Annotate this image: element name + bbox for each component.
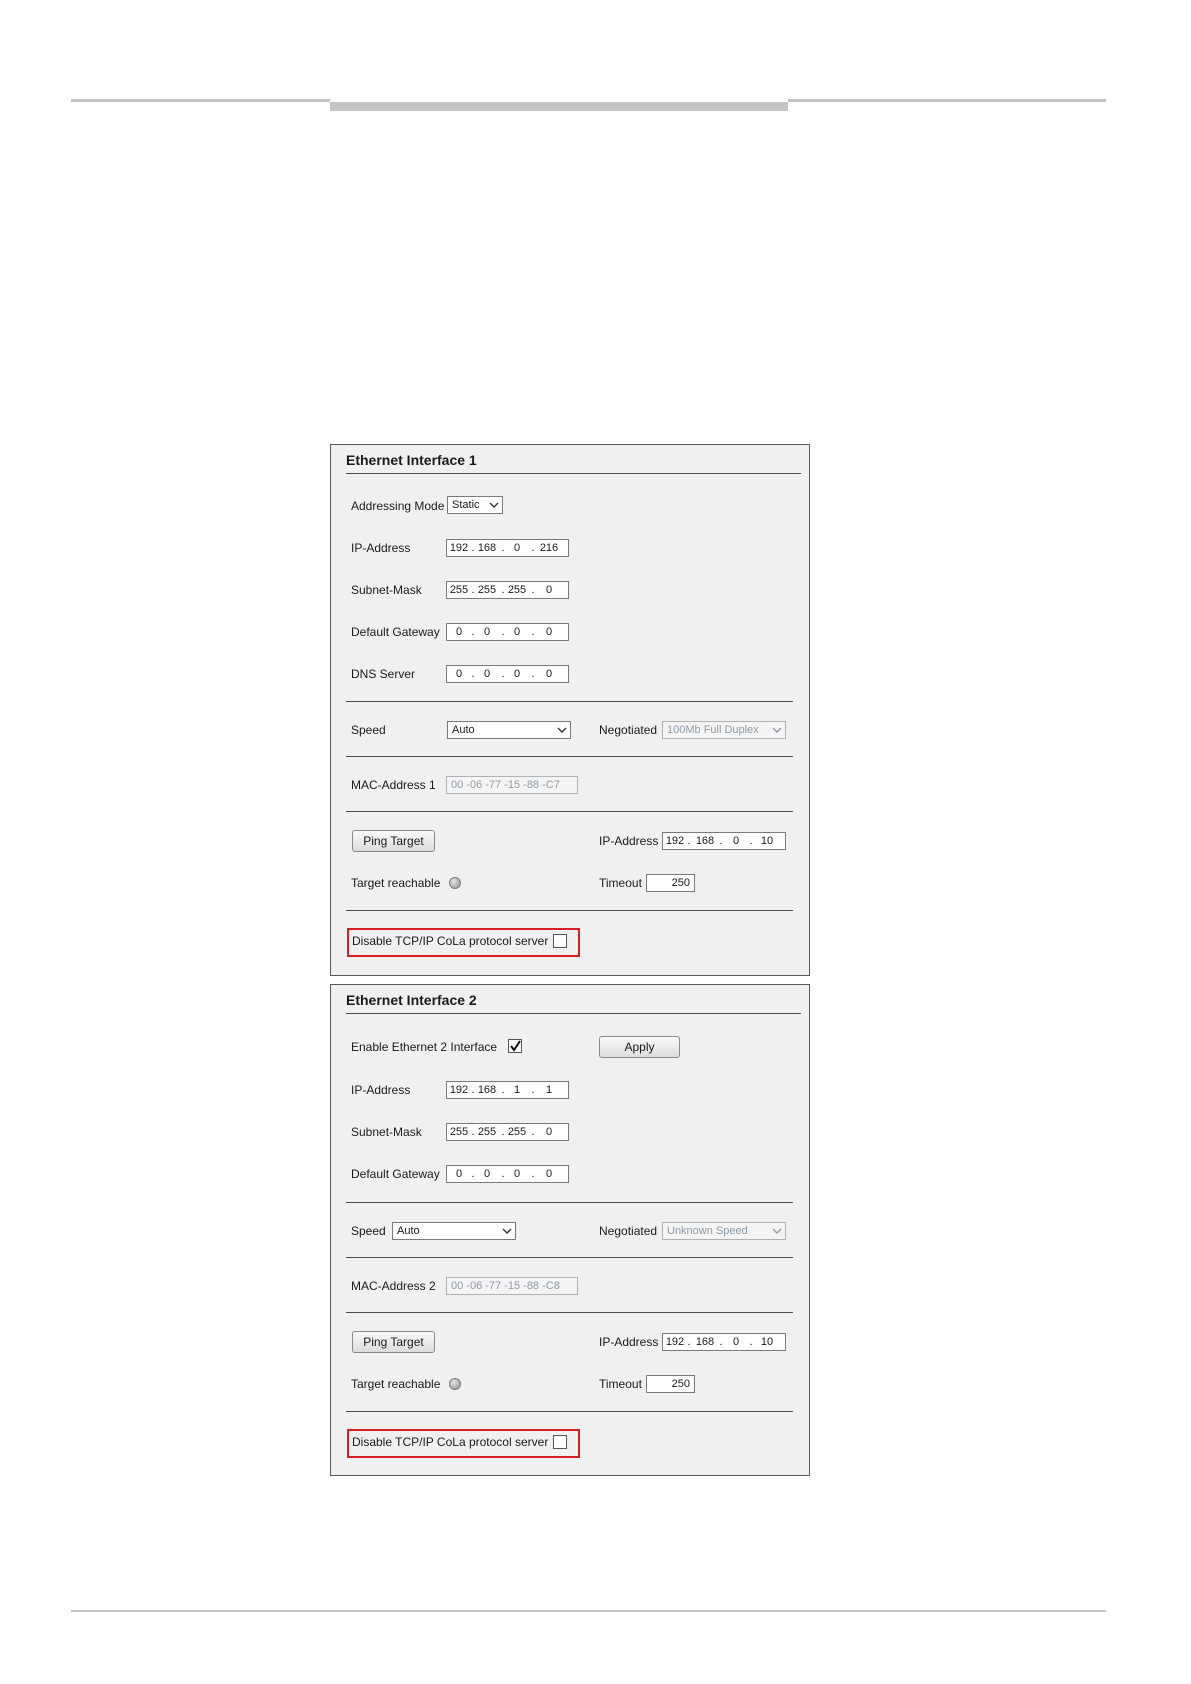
speed-value: Auto (452, 724, 475, 736)
checkmark-icon (509, 1040, 521, 1052)
ip-octet-4: 10 (760, 1336, 774, 1348)
speed-select[interactable] (447, 721, 571, 739)
ip-dot: . (501, 1168, 505, 1180)
ip-octet-4: 0 (545, 1126, 553, 1138)
status-led-icon (449, 1378, 461, 1390)
subnet-mask-label: Subnet-Mask (351, 1125, 422, 1139)
timeout-label: Timeout (599, 876, 642, 890)
disable-server-checkbox[interactable] (553, 934, 567, 948)
timeout-label: Timeout (599, 1377, 642, 1391)
ip-octet-1: 255 (449, 584, 469, 596)
ip-octet-2: 255 (477, 584, 497, 596)
timeout-value: 250 (671, 877, 690, 889)
ip-dot: . (531, 1084, 535, 1096)
panel-title: Ethernet Interface 2 (346, 992, 477, 1008)
ip-octet-2: 0 (483, 626, 491, 638)
header-rule-right (788, 99, 1106, 102)
ip-octet-1: 192 (449, 1084, 469, 1096)
ip-dot: . (749, 1336, 753, 1348)
chevron-down-icon (489, 497, 499, 513)
ip-octet-2: 168 (695, 1336, 715, 1348)
mac-address-field (446, 1277, 578, 1295)
title-divider (346, 1013, 801, 1014)
ip-octet-1: 0 (455, 1168, 463, 1180)
ping-ip-address-input[interactable] (662, 832, 786, 850)
ip-dot: . (471, 584, 475, 596)
ethernet-interface-2-panel (330, 984, 810, 1476)
ip-dot: . (501, 668, 505, 680)
section-divider (346, 1257, 793, 1258)
section-divider (346, 1202, 793, 1203)
ip-octet-2: 0 (483, 668, 491, 680)
negotiated-value: 100Mb Full Duplex (667, 724, 759, 736)
ip-address-label: IP-Address (351, 1083, 411, 1097)
ip-dot: . (719, 1336, 723, 1348)
target-reachable-label: Target reachable (351, 876, 441, 890)
apply-button[interactable]: Apply (599, 1036, 680, 1058)
ip-address-label: IP-Address (351, 541, 411, 555)
ip-octet-4: 1 (545, 1084, 553, 1096)
mac-address-value: 00 -06 -77 -15 -88 -C8 (451, 1280, 560, 1292)
ip-dot: . (687, 835, 691, 847)
ip-dot: . (471, 668, 475, 680)
ip-octet-4: 0 (545, 1168, 553, 1180)
ip-octet-1: 192 (665, 1336, 685, 1348)
timeout-input[interactable] (646, 1375, 695, 1393)
speed-value: Auto (397, 1225, 420, 1237)
ip-address-input[interactable] (446, 1081, 569, 1099)
mac-address-field (446, 776, 578, 794)
ip-octet-3: 0 (513, 626, 521, 638)
mac-address-label: MAC-Address 1 (351, 778, 436, 792)
timeout-value: 250 (671, 1378, 690, 1390)
negotiated-label: Negotiated (599, 1224, 658, 1238)
ip-octet-1: 0 (455, 668, 463, 680)
ip-dot: . (749, 835, 753, 847)
mac-address-label: MAC-Address 2 (351, 1279, 436, 1293)
ip-dot: . (471, 1126, 475, 1138)
ip-octet-3: 255 (507, 1126, 527, 1138)
default-gateway-input[interactable] (446, 623, 569, 641)
ip-dot: . (531, 1126, 535, 1138)
ip-dot: . (719, 835, 723, 847)
ip-octet-3: 1 (513, 1084, 521, 1096)
ethernet-interface-1-panel (330, 444, 810, 976)
ip-dot: . (501, 1084, 505, 1096)
ip-dot: . (501, 584, 505, 596)
ip-octet-3: 0 (513, 668, 521, 680)
speed-label: Speed (351, 723, 386, 737)
ip-octet-2: 168 (477, 542, 497, 554)
ip-dot: . (471, 542, 475, 554)
ip-dot: . (471, 626, 475, 638)
ip-octet-3: 0 (513, 1168, 521, 1180)
chevron-down-icon (772, 722, 782, 738)
chevron-down-icon (772, 1223, 782, 1239)
subnet-mask-input[interactable] (446, 1123, 569, 1141)
ip-octet-2: 0 (483, 1168, 491, 1180)
disable-server-label: Disable TCP/IP CoLa protocol server (352, 1435, 549, 1449)
ip-dot: . (531, 584, 535, 596)
ip-octet-4: 0 (545, 668, 553, 680)
ip-dot: . (531, 626, 535, 638)
ip-octet-1: 0 (455, 626, 463, 638)
negotiated-select (662, 721, 786, 739)
footer-rule (71, 1610, 1106, 1612)
subnet-mask-input[interactable] (446, 581, 569, 599)
ping-target-button[interactable]: Ping Target (352, 1331, 435, 1353)
addressing-mode-value: Static (452, 499, 480, 511)
ip-octet-2: 255 (477, 1126, 497, 1138)
section-divider (346, 811, 793, 812)
ip-address-input[interactable] (446, 539, 569, 557)
section-divider (346, 701, 793, 702)
timeout-input[interactable] (646, 874, 695, 892)
mac-address-value: 00 -06 -77 -15 -88 -C7 (451, 779, 560, 791)
section-divider (346, 1411, 793, 1412)
ping-ip-address-input[interactable] (662, 1333, 786, 1351)
ip-dot: . (471, 1084, 475, 1096)
ip-octet-2: 168 (695, 835, 715, 847)
enable-ethernet-2-label: Enable Ethernet 2 Interface (351, 1040, 498, 1054)
negotiated-select (662, 1222, 786, 1240)
addressing-mode-select[interactable] (447, 496, 503, 514)
ip-dot: . (531, 1168, 535, 1180)
ip-octet-1: 255 (449, 1126, 469, 1138)
ip-octet-2: 168 (477, 1084, 497, 1096)
ip-dot: . (471, 1168, 475, 1180)
header-rule-left (71, 99, 330, 102)
ip-octet-4: 216 (539, 542, 559, 554)
ip-octet-1: 192 (665, 835, 685, 847)
panel-title: Ethernet Interface 1 (346, 452, 477, 468)
speed-select[interactable] (392, 1222, 516, 1240)
ip-octet-3: 0 (732, 835, 740, 847)
chevron-down-icon (502, 1223, 512, 1239)
title-divider (346, 473, 801, 474)
ip-dot: . (501, 1126, 505, 1138)
ip-octet-3: 0 (513, 542, 521, 554)
ip-octet-4: 10 (760, 835, 774, 847)
ping-ip-address-label: IP-Address (599, 1335, 659, 1349)
ip-octet-3: 255 (507, 584, 527, 596)
ip-octet-4: 0 (545, 584, 553, 596)
default-gateway-label: Default Gateway (351, 1167, 440, 1181)
status-led-icon (449, 877, 461, 889)
speed-label: Speed (351, 1224, 386, 1238)
ip-dot: . (687, 1336, 691, 1348)
addressing-mode-label: Addressing Mode (351, 499, 445, 513)
dns-server-input[interactable] (446, 665, 569, 683)
default-gateway-label: Default Gateway (351, 625, 440, 639)
enable-ethernet-2-checkbox[interactable] (508, 1039, 522, 1053)
section-divider (346, 1312, 793, 1313)
ip-dot: . (501, 542, 505, 554)
ip-octet-1: 192 (449, 542, 469, 554)
section-divider (346, 756, 793, 757)
chevron-down-icon (557, 722, 567, 738)
disable-server-checkbox[interactable] (553, 1435, 567, 1449)
ip-octet-3: 0 (732, 1336, 740, 1348)
negotiated-label: Negotiated (599, 723, 658, 737)
ip-octet-4: 0 (545, 626, 553, 638)
target-reachable-label: Target reachable (351, 1377, 441, 1391)
dns-server-label: DNS Server (351, 667, 416, 681)
section-divider (346, 910, 793, 911)
header-rule-tab (330, 102, 788, 111)
ping-ip-address-label: IP-Address (599, 834, 659, 848)
ping-target-button[interactable]: Ping Target (352, 830, 435, 852)
default-gateway-input[interactable] (446, 1165, 569, 1183)
ip-dot: . (531, 542, 535, 554)
subnet-mask-label: Subnet-Mask (351, 583, 422, 597)
negotiated-value: Unknown Speed (667, 1225, 748, 1237)
ip-dot: . (501, 626, 505, 638)
ip-dot: . (531, 668, 535, 680)
disable-server-label: Disable TCP/IP CoLa protocol server (352, 934, 549, 948)
